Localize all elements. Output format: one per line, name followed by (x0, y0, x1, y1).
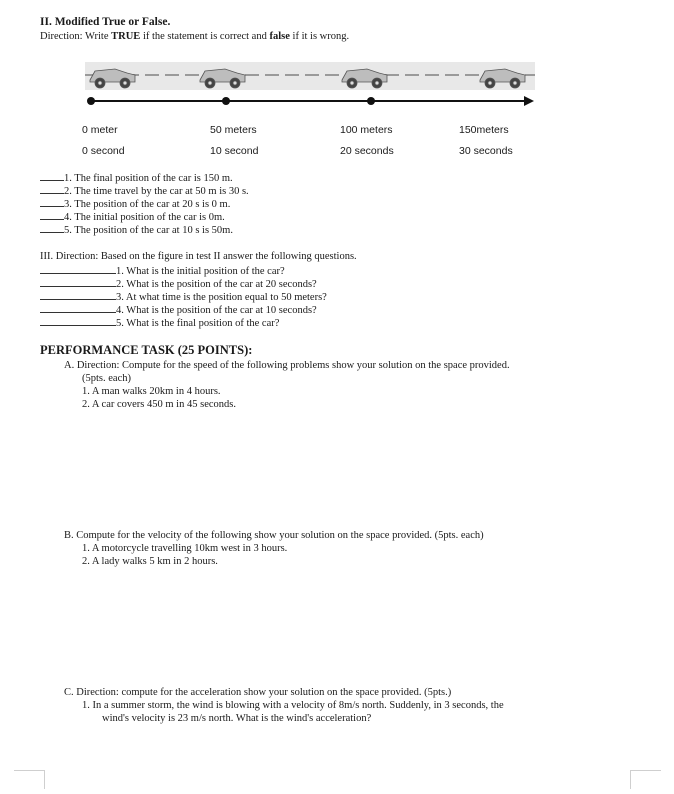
question-item (40, 316, 279, 329)
question-text: 2. What is the position of the car at 20 seconds? (116, 279, 317, 290)
part-a-direction: A. Direction: Compute for the speed of the following problems show your solution on the space provided. (64, 360, 510, 371)
marker-distance: 0 meter (82, 124, 118, 136)
question-text: 3. At what time is the position equal to 50 meters? (116, 292, 327, 303)
answer-blank[interactable] (40, 197, 64, 207)
section-two-direction (40, 31, 349, 42)
axis-arrow-icon (524, 96, 534, 106)
tf-item (40, 184, 249, 197)
question-text: 1. What is the initial position of the car? (116, 266, 285, 277)
marker-time: 10 second (210, 145, 259, 157)
section-three-direction: III. Direction: Based on the figure in test II answer the following questions. (40, 251, 357, 262)
marker-time: 20 seconds (340, 145, 394, 157)
marker-distance: 100 meters (340, 124, 393, 136)
answer-blank[interactable] (40, 171, 64, 181)
tf-item-text: 2. The time travel by the car at 50 m is 30 s. (64, 186, 249, 197)
tf-item-text: 1. The final position of the car is 150 m. (64, 173, 233, 184)
part-a-item: 2. A car covers 450 m in 45 seconds. (82, 399, 236, 410)
answer-blank[interactable] (40, 184, 64, 194)
answer-blank[interactable] (40, 264, 116, 274)
car-road-illustration (85, 62, 535, 90)
question-item (40, 264, 285, 277)
tf-item (40, 210, 225, 223)
part-a-item: 1. A man walks 20km in 4 hours. (82, 386, 221, 397)
part-c-direction: C. Direction: compute for the acceleration show your solution on the space provided. (5pts.) (64, 687, 452, 698)
question-item (40, 290, 327, 303)
tf-item (40, 171, 233, 184)
answer-blank[interactable] (40, 316, 116, 326)
position-axis (92, 100, 526, 102)
direction-suffix: if it is wrong. (289, 31, 350, 42)
marker-distance: 50 meters (210, 124, 257, 136)
answer-blank[interactable] (40, 290, 116, 300)
axis-point (222, 97, 230, 105)
performance-task-title: PERFORMANCE TASK (25 POINTS): (40, 343, 253, 357)
answer-blank[interactable] (40, 223, 64, 233)
section-two-title: II. Modified True or False. (40, 16, 171, 28)
answer-blank[interactable] (40, 303, 116, 313)
question-text: 4. What is the position of the car at 10 seconds? (116, 305, 317, 316)
question-item (40, 277, 317, 290)
question-text: 5. What is the final position of the car? (116, 318, 280, 329)
marker-distance: 150meters (459, 124, 509, 136)
axis-point (87, 97, 95, 105)
answer-blank[interactable] (40, 277, 116, 287)
direction-false-word: false (269, 31, 290, 42)
part-b-direction: B. Compute for the velocity of the following show your solution on the space provided. (5pts. each) (64, 530, 484, 541)
direction-prefix: Direction: Write (40, 31, 112, 42)
page-corner-mark (14, 770, 45, 789)
marker-time: 30 seconds (459, 145, 513, 157)
part-b-item: 2. A lady walks 5 km in 2 hours. (82, 556, 218, 567)
part-c-item: 1. In a summer storm, the wind is blowing with a velocity of 8m/s north. Suddenly, in 3 seconds, the (82, 700, 504, 711)
tf-item-text: 4. The initial position of the car is 0m. (64, 212, 225, 223)
tf-item-text: 3. The position of the car at 20 s is 0 m. (64, 199, 231, 210)
answer-blank[interactable] (40, 210, 64, 220)
direction-mid: if the statement is correct and (140, 31, 270, 42)
part-c-item-continued: wind's velocity is 23 m/s north. What is the wind's acceleration? (102, 713, 372, 724)
tf-item (40, 197, 230, 210)
marker-time: 0 second (82, 145, 125, 157)
axis-point (367, 97, 375, 105)
direction-true-word: TRUE (111, 31, 141, 42)
part-a-points: (5pts. each) (82, 373, 131, 384)
part-b-item: 1. A motorcycle travelling 10km west in 3 hours. (82, 543, 288, 554)
tf-item (40, 223, 233, 236)
tf-item-text: 5. The position of the car at 10 s is 50m. (64, 225, 233, 236)
page-corner-mark (630, 770, 661, 789)
question-item (40, 303, 317, 316)
